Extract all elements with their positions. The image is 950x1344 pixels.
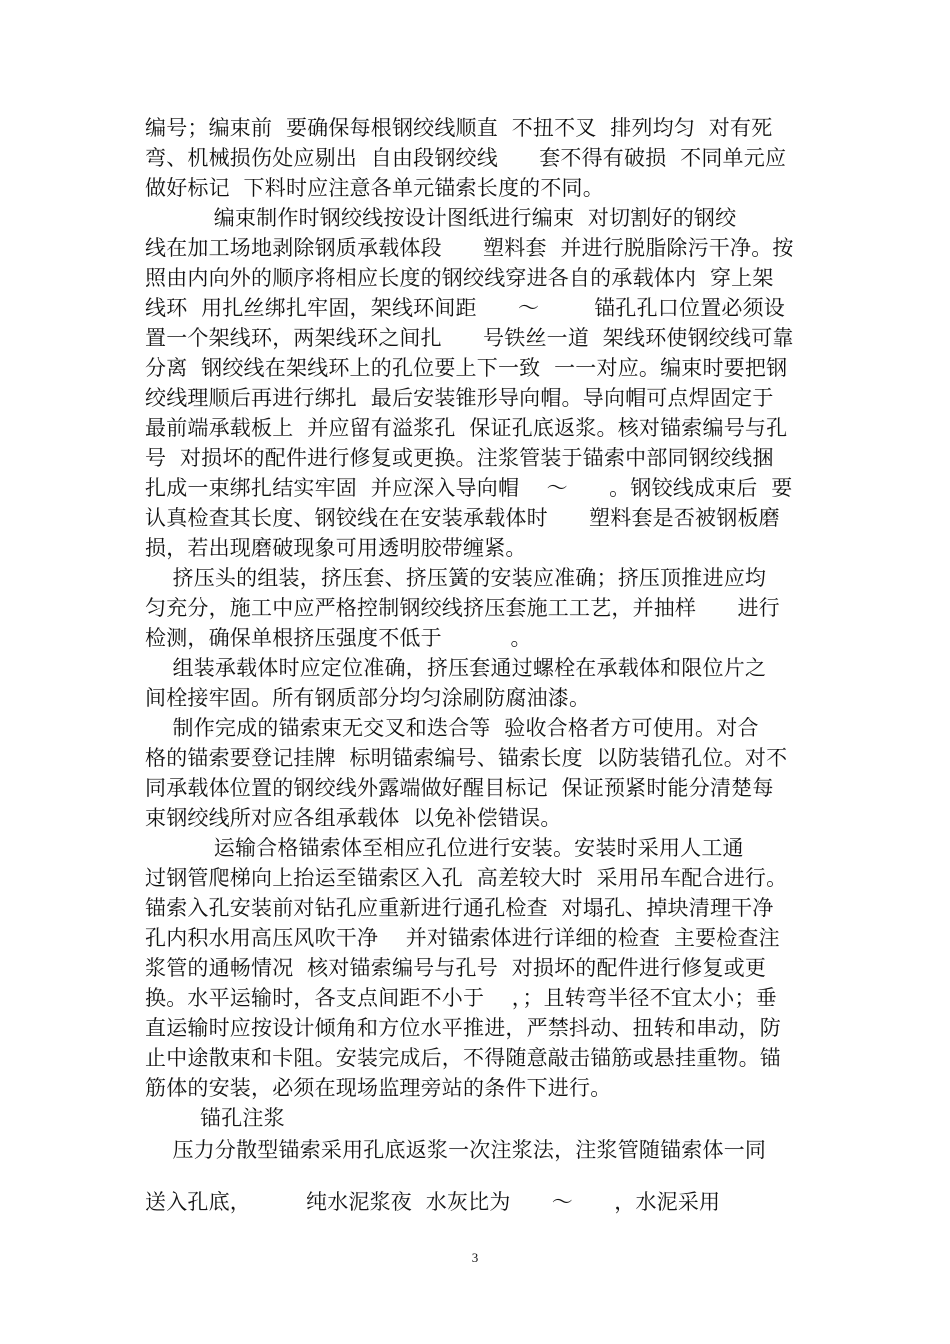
text-line: 最前端承载板上 并应留有溢浆孔 保证孔底返浆。核对锚索编号与孔 bbox=[145, 416, 788, 440]
text-line: 号 对损坏的配件进行修复或更换。注浆管装于锚索中部同钢绞线捆 bbox=[145, 446, 774, 470]
text-line: 运输合格锚索体至相应孔位进行安装。安装时采用人工通 bbox=[145, 836, 744, 860]
section-heading: 锚孔注浆 bbox=[145, 1106, 285, 1130]
text-line: 格的锚索要登记挂牌 标明锚索编号、锚索长度 以防装错孔位。对不 bbox=[145, 746, 788, 770]
text-line: 分离 钢绞线在架线环上的孔位要上下一致 一一对应。编束时要把钢 bbox=[145, 356, 788, 380]
text-line: 间栓接牢固。所有钢质部分均匀涂刷防腐油漆。 bbox=[145, 686, 591, 710]
text-line: 检测，确保单根挤压强度不低于 。 bbox=[145, 626, 532, 650]
text-line: 过钢管爬梯向上抬运至锚索区入孔 高差较大时 采用吊车配合进行。 bbox=[145, 866, 788, 890]
text-line: 扎成一束绑扎结实牢固 并应深入导向帽 ～ 。钢铰线成束后 要 bbox=[145, 476, 793, 500]
text-line: 直运输时应按设计倾角和方位水平推进，严禁抖动、扭转和串动，防 bbox=[145, 1016, 781, 1040]
text-line: 编号；编束前 要确保每根钢绞线顺直 不扭不叉 排列均匀 对有死 bbox=[145, 116, 773, 140]
text-line: 做好标记 下料时应注意各单元锚索长度的不同。 bbox=[145, 176, 604, 200]
text-line: 锚索入孔安装前对钻孔应重新进行通孔检查 对塌孔、掉块清理干净 bbox=[145, 896, 774, 920]
text-line: 匀充分，施工中应严格控制钢绞线挤压套施工工艺，并抽样 进行 bbox=[145, 596, 780, 620]
text-line: 换。水平运输时，各支点间距不小于 ，；且转弯半径不宜太小；垂 bbox=[145, 986, 777, 1010]
text-line: 束钢绞线所对应各组承载体 以免补偿错误。 bbox=[145, 806, 562, 830]
text-line: 损，若出现磨破现象可用透明胶带缠紧。 bbox=[145, 536, 527, 560]
text-line: 线环 用扎丝绑扎牢固，架线环间距 ～ 锚孔孔口位置必须设 bbox=[145, 296, 786, 320]
page-number: 3 bbox=[471, 1250, 479, 1265]
text-line: 编束制作时钢绞线按设计图纸进行编束 对切割好的钢绞 bbox=[145, 206, 737, 230]
text-line: 送入孔底， 纯水泥浆夜 水灰比为 ～ ，水泥采用 bbox=[145, 1190, 721, 1214]
text-line: 挤压头的组装，挤压套、挤压簧的安装应准确；挤压顶推进应均 bbox=[145, 566, 767, 590]
text-line: 绞线理顺后再进行绑扎 最后安装锥形导向帽。导向帽可点焊固定于 bbox=[145, 386, 774, 410]
text-line: 线在加工场地剥除钢质承载体段 塑料套 并进行脱脂除污干净。按 bbox=[145, 236, 794, 260]
text-line: 组装承载体时应定位准确，挤压套通过螺栓在承载体和限位片之 bbox=[145, 656, 767, 680]
text-line: 筋体的安装，必须在现场监理旁站的条件下进行。 bbox=[145, 1076, 612, 1100]
text-line: 制作完成的锚索束无交叉和迭合等 验收合格者方可使用。对合 bbox=[145, 716, 759, 740]
text-line: 弯、机械损伤处应剔出 自由段钢绞线 套不得有破损 不同单元应 bbox=[145, 146, 787, 170]
text-line: 照由内向外的顺序将相应长度的钢绞线穿进各自的承载体内 穿上架 bbox=[145, 266, 774, 290]
text-line: 孔内积水用高压风吹干净 并对锚索体进行详细的检查 主要检查注 bbox=[145, 926, 780, 950]
text-line: 置一个架线环，两架线环之间扎 号铁丝一道 架线环使钢绞线可靠 bbox=[145, 326, 794, 350]
text-line: 浆管的通畅情况 核对锚索编号与孔号 对损坏的配件进行修复或更 bbox=[145, 956, 767, 980]
text-line: 止中途散束和卡阻。安装完成后，不得随意敲击锚筋或悬挂重物。锚 bbox=[145, 1046, 781, 1070]
text-line: 同承载体位置的钢绞线外露端做好醒目标记 保证预紧时能分清楚每 bbox=[145, 776, 774, 800]
text-line: 认真检查其长度、钢铰线在在安装承载体时 塑料套是否被钢板磨 bbox=[145, 506, 780, 530]
text-line: 压力分散型锚索采用孔底返浆一次注浆法，注浆管随锚索体一同 bbox=[145, 1138, 767, 1162]
